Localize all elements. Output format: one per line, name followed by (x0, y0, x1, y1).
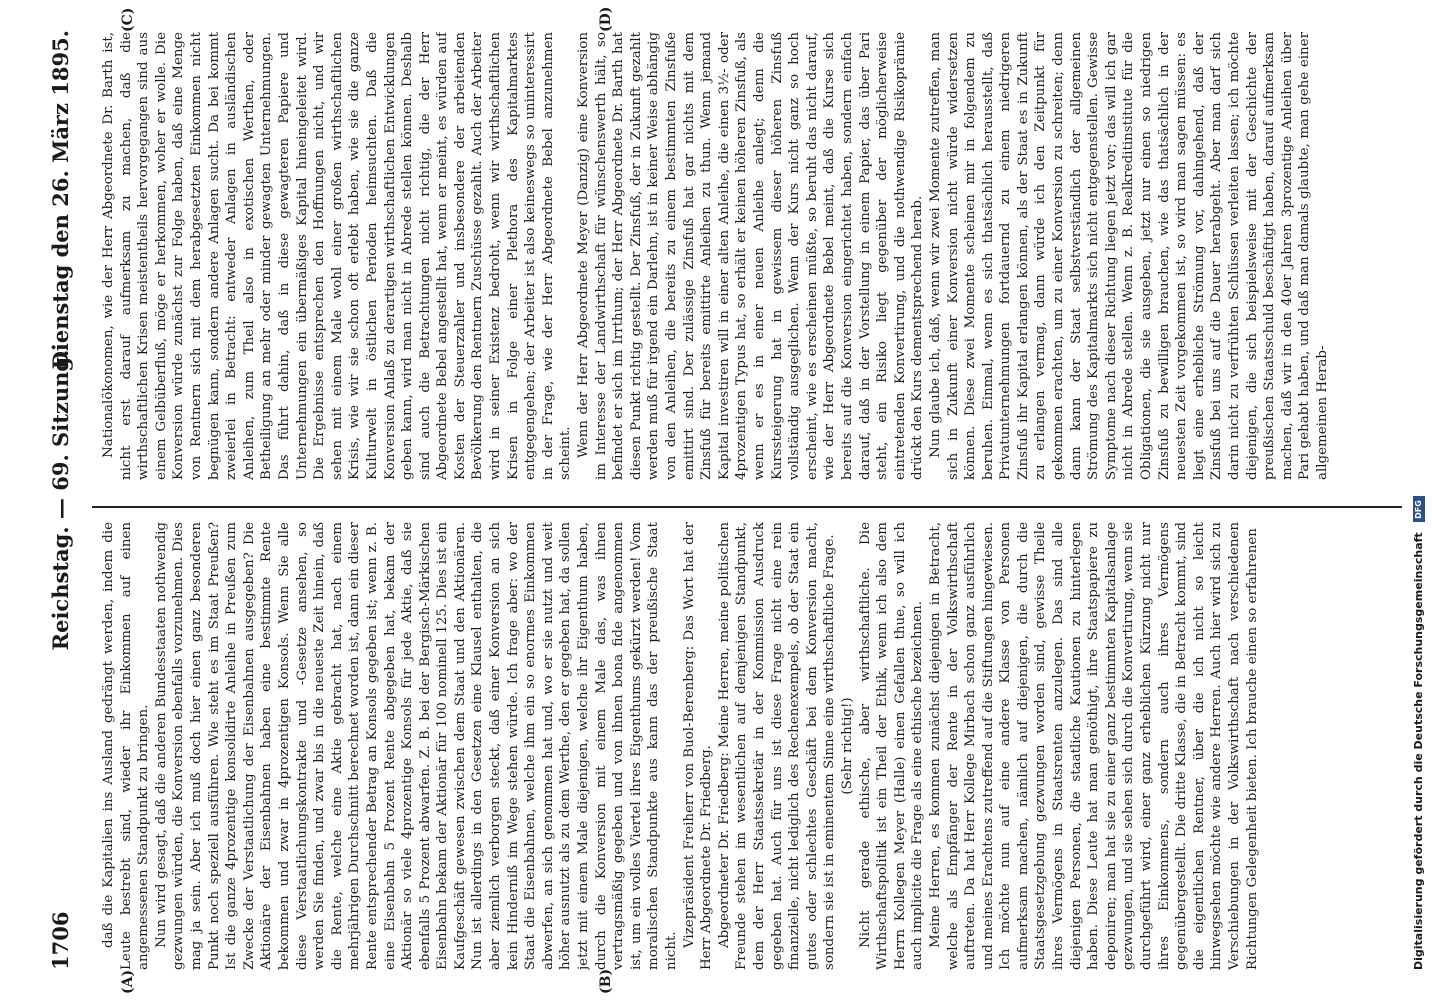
paragraph: Nicht gerade ethische, aber wirthschaftliche. Die Wirthschaftspolitik ist ein Theil der Ethik, wenn ich also dem Herrn Kollegen Meyer (Halle) einen Gefallen thue, so will ich auch implicite die Frage als eine ethische bezeichnen. (857, 522, 926, 970)
left-column (100, 522, 1400, 970)
paragraph: Meine Herren, es kommen zunächst diejenigen in Betracht, welche als Empfänger der Rente in der Volkswirthschaft auftreten. Da hat Herr Kollege Mirbach schon ganz ausführlich und meines Erachtens zutreffend auf die Stiftungen hingewiesen. Ich möchte nun auf eine andere Klasse von Personen aufmerksam machen, nämlich auf diejenigen, die durch die Staatsgesetzgebung gezwungen worden sind, gewisse Theile ihres Vermögens in Staatsrenten anzulegen. Das sind alle diejenigen Personen, die staatliche Kautionen zu hinterlegen haben. Diese Leute hat man genöthigt, ihre Staatspapiere zu deponiren; man hat sie zu einer ganz bestimmten Kapitalsanlage gezwungen, und sie sehen sich durch die Konvertirung, wenn sie durchgeführt wird, einer ganz erheblichen Kürzung nicht nur ihres Einkommens, sondern auch ihres Vermögens gegenübergestellt. Die dritte Klasse, die in Betracht kommt, sind die eigentlichen Rentner, über die ich nicht so leicht hinwegsehen möchte wie andere Herren. Auch hier wird sich zu Verschiebungen in der Volkswirthschaft nach verschiedenen Richtungen Gelegenheit bieten. Ich brauche einen so erfahrenen (927, 522, 1260, 970)
applause-note: (Sehr richtig!) (839, 697, 855, 795)
digitization-credit (1412, 30, 1428, 970)
margin-marker-a: (A) (120, 969, 136, 994)
margin-marker-b: (B) (598, 968, 614, 994)
dfg-logo: DFG (1413, 496, 1425, 522)
paragraph: Nun wird gesagt, daß die anderen Bundesstaaten nothwendig gezwungen würden, die Konversion ebenfalls vorzunehmen. Dies mag ja sein. Aber ich muß doch hier einen ganz besonderen Punkt noch speziell ausführen. Wie steht es im Staat Preußen? Ist die ganze 4prozentige konsolidirte Anleihe in Preußen zum Zwecke der Verstaatlichung der Eisenbahnen ausgegeben? Die Aktionäre der Eisenbahnen haben eine bestimmte Rente bekommen und zwar in 4prozentigen Konsols. Wenn Sie alle diese Verstaatlichungskontrakte und -Gesetze ansehen, so werden Sie finden, und zwar bis in die neueste Zeit hinein, daß die Rente, welche eine Aktie gebracht hat, nach einem mehrjährigen Durchschnitt berechnet worden ist, dann ein dieser Rente entsprechender Betrag an Konsols gegeben ist; wenn z. B. eine Eisenbahn 5 Prozent Rente abgegeben hat, bekam der Aktionär so viele 4prozentige Konsols für jede Aktie, daß sie ebenfalls 5 Prozent abwarfen. Z. B. bei der Bergisch-Märkischen Eisenbahn bekam der Aktionär für 100 nominell 125. Dies ist ein Kaufgeschäft gewesen zwischen dem Staat und den Aktionären. Nun ist allerdings in den Gesetzen eine Klausel enthalten, die aber ziemlich verborgen steckt, daß einer Konversion an sich kein Hinderniß im Wege stehen würde. Ich frage aber: wo der Staat die Eisenbahnen, welche ihm ein so enormes Einkommen abwerfen, an sich genommen hat und, wo er sie nutzt und weit höher ausnutzt als zu dem Werthe, den er gegeben hat, da sollen jetzt mit einem Male diejenigen, welche ihr Eigenthum haben, durch die Konversion mit einem Male das, was ihnen vertragsmäßig gegeben und von ihnen bona fide angenommen ist, um ein volles Viertel ihres Eigenthums gekürzt werden! Vom moralischen Standpunkte aus kann das der preußische Staat nicht. (153, 522, 679, 970)
column-divider (92, 506, 1402, 508)
running-title: Reichstag. — 69. Sitzung. (48, 349, 73, 651)
paragraph: Nun glaube ich, daß, wenn wir zwei Momente zutreffen, man sich in Zukunft einer Konversion nicht würde widersetzen können. Diese zwei Momente scheinen mir in folgendem zu beruhen. Einmal, wenn es sich thatsächlich herausstellt, daß Privatunternehmungen fortdauernd zu einem niedrigeren Zinsfuß ihr Kapital erlangen können, als der Staat es in Zukunft zu erlangen vermag, dann würde ich den Zeitpunkt für gekommen erachten, um zu einer Konversion zu schreiten; denn dann kann der Staat selbstverständlich der allgemeinen Strömung des Kapitalmarkts sich nicht entgegenstellen. Gewisse Symptome nach dieser Richtung liegen jetzt vor; das will ich gar nicht in Abrede stellen. Wenn z. B. Realkreditinstitute für die Obligationen, die sie ausgeben, jetzt nur einen so niedrigen Zinsfuß zu bewilligen brauchen, wie das thatsächlich in der neuesten Zeit vorgekommen ist, so wird man sagen müssen: es liegt eine erhebliche Strömung vor, dahingehend, daß der Zinsfuß bei uns auf die Dauer herabgeht. Aber man darf sich darin nicht zu verfrühten Schlüssen verleiten lassen; ich möchte diejenigen, die sich beispielsweise mit der Geschichte der preußischen Staatsschuld beschäftigt haben, darauf aufmerksam machen, daß wir in den 40er Jahren 3prozentige Anleihen über Pari gehabt haben, und daß man damals glaubte, man gehe einer allgemeinen Herab- (927, 32, 1330, 480)
paragraph: Abgeordneter Dr. Friedberg: Meine Herren, meine politischen Freunde stehen im wesentlichen auf demjenigen Standpunkt, dem der Herr Staatssekretär in der Kommission Ausdruck gegeben hat. Auch für uns ist diese Frage nicht eine rein finanzielle, nicht lediglich des Rechenexempels, ob der Staat ein gutes oder schlechtes Geschäft bei dem Konversion macht, sondern sie ist in eminentem Sinne eine wirthschaftliche Frage. (716, 522, 838, 970)
paragraph: daß die Kapitalien ins Ausland gedrängt werden, indem die Leute bestrebt sind, wieder ihr Einkommen auf einen angemessenen Standpunkt zu bringen. (101, 522, 152, 970)
paragraph: Vizepräsident Freiherr von Buol-Berenberg: Das Wort hat der Herr Abgeordnete Dr. Friedberg. (681, 522, 715, 970)
session-date: Dienstag den 26. März 1895. (48, 30, 73, 370)
page-header (48, 30, 84, 970)
margin-marker-d: (D) (598, 6, 614, 32)
credit-text: Digitalisierung gefördert durch die Deutsche Forschungsgemeinschaft (1412, 532, 1425, 970)
page-number: 1706 (48, 911, 73, 970)
paragraph: Nationalökonomen, wie der Herr Abgeordnete Dr. Barth ist, nicht erst darauf aufmerksam zu machen, daß die wirthschaftlichen Krisen meistentheils hervorgegangen sind aus einem Gelbüberfluß, möge er herkommen, woher er wolle. Die Konversion würde zunächst zur Folge haben, daß eine Menge von Rentnern sich mit dem herabgesetzten Einkommen nicht begnügen kann, sondern andere Anlagen sucht. Da bei kommt zweierlei in Betracht: entweder Anlagen in ausländischen Anleihen, zum Theil also in exotischen Werthen, oder Betheiligung an mehr oder minder gewagten Unternehmungen. Das führt dahin, daß in diese gewagteren Papiere und Unternehmungen ein übermäßiges Kapital hineingeleitet wird. Die Ergebnisse entsprechen den Hoffnungen nicht, und wir sehen mit einem Male wohl einer großen wirthschaftlichen Krisis, wie wir sie schon oft erlebt haben, wie sie die ganze Kulturwelt in östlichen Perioden heimsuchten. Daß die Konversion Anlaß zu derartigen wirthschaftlichen Entwicklungen geben kann, wird man nicht in Abrede stellen können. Deshalb sind auch die Betrachtungen nicht richtig, die der Herr Abgeordnete Bebel angestellt hat, wenn er meint, es würden auf Kosten der Steuerzahler und insbesondere der arbeitenden Bevölkerung den Rentnern Zuschüsse gezahlt. Auch der Arbeiter wird in seiner Existenz bedroht, wenn wir wirthschaftlichen Krisen in Folge einer Plethora des Kapitalmarktes entgegengehen; der Arbeiter ist also keineswegs so uninteressirt in der Frage, wie der Herr Abgeordnete Bebel anzunehmen scheint. (101, 32, 574, 480)
right-column (100, 32, 1400, 480)
margin-marker-c: (C) (120, 7, 136, 32)
paragraph: Wenn der Herr Abgeordnete Meyer (Danzig) eine Konversion im Interesse der Landwirthschaft für wünschenswerth hält, so befindet er sich im Irrthum; der Herr Abgeordnete Dr. Barth hat diesen Punkt richtig gestellt. Der Zinsfuß, der in Zukunft gezahlt werden muß für irgend ein Darlehn, ist in keiner Weise abhängig von den Anleihen, die bereits zu einem bestimmten Zinsfuße emittirt sind. Der zulässige Zinsfuß hat gar nichts mit dem Zinsfuß für bereits emittirte Anleihen zu thun. Wenn jemand Kapital investiren will in einer alten Anleihe, die einen 3½- oder 4prozentigen Typus hat, so erhält er keinen höheren Zinsfuß, als wenn er es in einer neuen Anleihe anlegt; denn die Kurssteigerung hat in gewissem dieser höheren Zinsfuß vollständig ausgeglichen. Wenn der Kurs nicht ganz so hoch erscheint, wie es erscheinen müßte, so beruht das nicht darauf, wie der Herr Abgeordnete Bebel meint, daß die Kurse sich bereits auf die Konversion eingerichtet haben, sondern einfach darauf, daß in der Vorstellung in einem Papier, das über Pari steht, ein Risiko liegt gegenüber der möglicherweise eintretenden Konvertirung, und die nothwendige Risikoprämie drückt den Kurs dementsprechend herab. (576, 32, 926, 480)
